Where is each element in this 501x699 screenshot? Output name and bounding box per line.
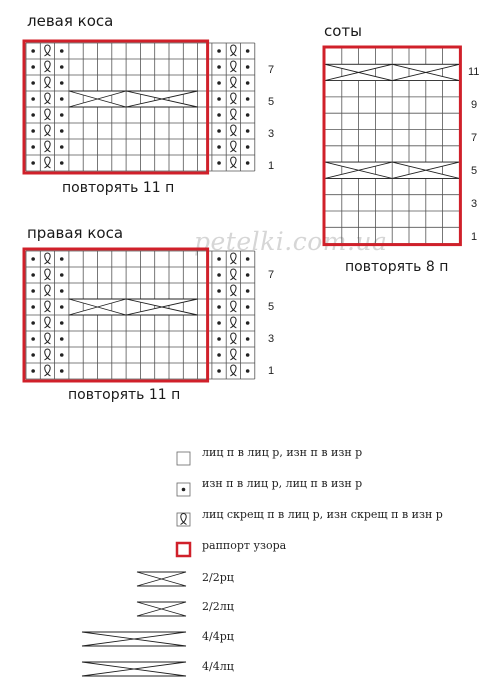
purl-dot	[217, 113, 221, 117]
purl-dot	[246, 369, 250, 373]
purl-dot	[60, 369, 64, 373]
twisted-stitch	[44, 109, 50, 120]
honeycomb-cable	[392, 64, 459, 80]
left-braid-cable-left	[69, 91, 126, 107]
purl-dot	[31, 129, 35, 133]
right-row-number: 5	[268, 301, 275, 313]
twisted-stitch	[230, 93, 236, 104]
purl-dot	[246, 113, 250, 117]
twisted-stitch	[44, 61, 50, 72]
purl-dot	[60, 49, 64, 53]
legend-text-knit: лиц п в лиц р, изн п в изн р	[202, 446, 363, 459]
right-row-number: 7	[268, 269, 275, 281]
twisted-stitch	[230, 77, 236, 88]
twisted-stitch	[44, 269, 50, 280]
purl-dot	[217, 289, 221, 293]
purl-dot	[31, 289, 35, 293]
purl-dot	[60, 97, 64, 101]
purl-dot	[31, 113, 35, 117]
twisted-stitch	[230, 61, 236, 72]
honeycomb-row-number: 1	[471, 231, 478, 243]
purl-dot	[246, 273, 250, 277]
purl-dot	[31, 305, 35, 309]
right-braid-cable-right	[126, 299, 198, 315]
purl-dot	[31, 97, 35, 101]
purl-dot	[31, 353, 35, 357]
twisted-stitch	[230, 109, 236, 120]
legend-twisted-cell	[177, 513, 190, 526]
twisted-stitch	[230, 269, 236, 280]
legend-empty-cell	[177, 452, 190, 465]
legend-text-cable-4-4-left: 4/4лц	[202, 660, 234, 673]
honeycomb-cable	[325, 162, 392, 178]
purl-dot	[217, 97, 221, 101]
twisted-stitch	[44, 157, 50, 168]
legend-text-purl: изн п в лиц р, лиц п в изн р	[202, 477, 363, 490]
twisted-stitch	[44, 333, 50, 344]
purl-dot	[246, 161, 250, 165]
right-braid-title: правая коса	[27, 224, 124, 242]
purl-dot	[31, 337, 35, 341]
left-row-number: 3	[268, 128, 275, 140]
purl-dot	[217, 305, 221, 309]
twisted-stitch	[230, 365, 236, 376]
twisted-stitch	[44, 93, 50, 104]
purl-dot	[60, 129, 64, 133]
twisted-stitch	[230, 125, 236, 136]
purl-dot	[217, 129, 221, 133]
purl-dot	[60, 305, 64, 309]
left-row-number: 1	[268, 160, 275, 172]
purl-dot	[182, 488, 186, 492]
twisted-stitch	[230, 349, 236, 360]
twisted-stitch	[44, 45, 50, 56]
twisted-stitch	[230, 285, 236, 296]
left-row-number: 7	[268, 64, 275, 76]
purl-dot	[246, 65, 250, 69]
twisted-stitch	[44, 365, 50, 376]
purl-dot	[31, 145, 35, 149]
purl-dot	[246, 97, 250, 101]
legend-text-cable-2-2-left: 2/2лц	[202, 600, 234, 613]
left-braid-cable-right	[126, 91, 198, 107]
honeycomb-row-number: 5	[471, 165, 478, 177]
purl-dot	[60, 337, 64, 341]
purl-dot	[217, 145, 221, 149]
legend-red-box	[177, 543, 190, 556]
purl-dot	[246, 129, 250, 133]
twisted-stitch	[44, 349, 50, 360]
twisted-stitch	[230, 45, 236, 56]
purl-dot	[60, 81, 64, 85]
twisted-stitch	[230, 301, 236, 312]
twisted-stitch	[230, 141, 236, 152]
purl-dot	[246, 321, 250, 325]
purl-dot	[31, 81, 35, 85]
twisted-stitch	[44, 141, 50, 152]
purl-dot	[60, 257, 64, 261]
honeycomb-title: соты	[324, 22, 363, 40]
right-row-number: 3	[268, 333, 275, 345]
honeycomb-row-number: 9	[471, 99, 478, 111]
purl-dot	[31, 273, 35, 277]
purl-dot	[60, 145, 64, 149]
purl-dot	[217, 353, 221, 357]
left-braid-title: левая коса	[27, 12, 114, 30]
purl-dot	[31, 369, 35, 373]
legend-cable-2-2-right	[137, 572, 186, 586]
twisted-stitch	[230, 317, 236, 328]
purl-dot	[246, 257, 250, 261]
legend-cable-4-4-right	[82, 632, 186, 646]
twisted-stitch	[44, 77, 50, 88]
purl-dot	[246, 49, 250, 53]
purl-dot	[246, 337, 250, 341]
legend-text-cable-2-2-right: 2/2рц	[202, 571, 234, 584]
right-braid-repeat-caption: повторять 11 п	[68, 387, 181, 403]
legend-text-repeat: раппорт узора	[202, 539, 287, 552]
purl-dot	[31, 161, 35, 165]
twisted-stitch	[44, 317, 50, 328]
honeycomb-row-number: 11	[468, 66, 480, 78]
purl-dot	[60, 65, 64, 69]
purl-dot	[60, 289, 64, 293]
purl-dot	[217, 321, 221, 325]
purl-dot	[60, 113, 64, 117]
purl-dot	[217, 369, 221, 373]
left-braid-repeat-caption: повторять 11 п	[62, 180, 175, 196]
purl-dot	[31, 65, 35, 69]
twisted-stitch	[230, 333, 236, 344]
purl-dot	[60, 273, 64, 277]
twisted-stitch	[44, 253, 50, 264]
purl-dot	[217, 65, 221, 69]
purl-dot	[60, 321, 64, 325]
purl-dot	[246, 81, 250, 85]
legend-cable-4-4-left	[82, 662, 186, 676]
honeycomb-row-number: 7	[471, 132, 478, 144]
legend-text-cable-4-4-right: 4/4рц	[202, 630, 234, 643]
twisted-stitch	[44, 285, 50, 296]
honeycomb-repeat-caption: повторять 8 п	[345, 259, 449, 275]
legend-cable-2-2-left	[137, 602, 186, 616]
purl-dot	[217, 337, 221, 341]
purl-dot	[217, 273, 221, 277]
purl-dot	[217, 81, 221, 85]
purl-dot	[31, 49, 35, 53]
twisted-stitch	[230, 157, 236, 168]
purl-dot	[60, 353, 64, 357]
purl-dot	[246, 145, 250, 149]
purl-dot	[31, 257, 35, 261]
purl-dot	[60, 161, 64, 165]
purl-dot	[31, 321, 35, 325]
watermark: petelki.com.ua	[194, 227, 388, 256]
right-row-number: 1	[268, 365, 275, 377]
purl-dot	[246, 353, 250, 357]
legend-text-twisted: лиц скрещ п в лиц р, изн скрещ п в изн р	[202, 508, 443, 521]
honeycomb-cable	[325, 64, 392, 80]
purl-dot	[217, 257, 221, 261]
honeycomb-cable	[392, 162, 459, 178]
twisted-stitch	[44, 301, 50, 312]
purl-dot	[217, 161, 221, 165]
purl-dot	[246, 305, 250, 309]
twisted-stitch	[230, 253, 236, 264]
twisted-stitch	[44, 125, 50, 136]
left-row-number: 5	[268, 96, 275, 108]
purl-dot	[246, 289, 250, 293]
purl-dot	[217, 49, 221, 53]
honeycomb-row-number: 3	[471, 198, 478, 210]
right-braid-cable-left	[69, 299, 126, 315]
